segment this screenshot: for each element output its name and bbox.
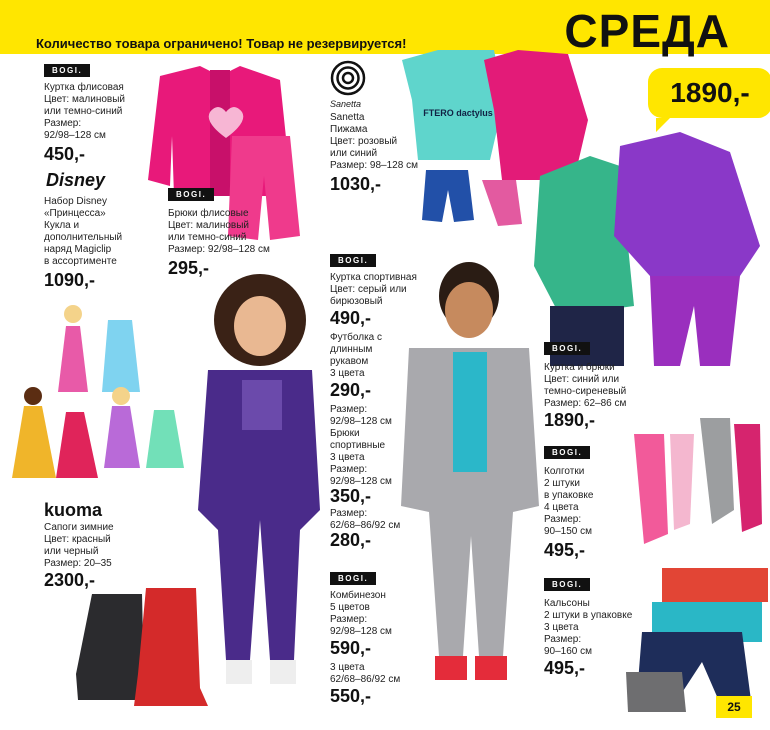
product-price: 550,- xyxy=(330,686,372,706)
product-price: 290,- xyxy=(330,380,372,400)
product-price: 350,- xyxy=(330,486,372,506)
brand-badge-bogi: BOGI. xyxy=(544,342,590,355)
product-price: 295,- xyxy=(168,258,210,278)
disney-logo: Disney xyxy=(46,170,106,190)
product-description: Комбинезон 5 цветов Размер: 92/98–128 см xyxy=(330,590,392,637)
kuoma-logo: kuoma xyxy=(44,500,103,520)
product-description: Колготки 2 штуки в упаковке 4 цвета Размер: 90–150 см xyxy=(544,466,594,537)
pajama-print-text: FTERO dactylus xyxy=(423,108,493,118)
sanetta-logo-text: Sanetta xyxy=(330,99,362,109)
product-description: Куртка флисовая Цвет: малиновый или темно-синий Размер: 92/98–128 см xyxy=(44,82,125,141)
winter-boots-photo xyxy=(72,584,212,714)
product-description: Размер: 62/68–86/92 см xyxy=(330,508,401,531)
product-description: Футболка с длинным рукавом 3 цвета xyxy=(330,332,383,379)
brand-badge-bogi: BOGI. xyxy=(544,578,590,591)
boy-sweatsuit-photo xyxy=(395,256,545,696)
product-description: Куртка и брюки Цвет: синий или темно-сиреневый Размер: 62–86 см xyxy=(544,362,627,409)
product-description: Брюки флисовые Цвет: малиновый или темно-синий Размер: 92/98–128 см xyxy=(168,208,270,255)
product-description: Sanetta Пижама Цвет: розовый или синий Размер: 98–128 см xyxy=(330,112,418,171)
product-price: 590,- xyxy=(330,638,372,658)
product-price: 1090,- xyxy=(44,270,96,290)
brand-badge-bogi: BOGI. xyxy=(330,572,376,585)
product-description: Сапоги зимние Цвет: красный или черный Размер: 20–35 xyxy=(44,522,114,569)
highlight-price-bubble: 1890,- xyxy=(648,68,770,118)
product-price: 495,- xyxy=(544,658,586,678)
product-price: 1890,- xyxy=(544,410,596,430)
product-price: 450,- xyxy=(44,144,86,164)
product-description: Кальсоны 2 штуки в упаковке 3 цвета Размер: 90–160 см xyxy=(544,598,633,657)
day-title: СРЕДА xyxy=(564,5,730,57)
product-price: 490,- xyxy=(330,308,372,328)
product-description: Набор Disney «Принцесса» Кукла и дополнительный наряд Magiclip в ассортименте xyxy=(44,196,123,267)
brand-badge-bogi: BOGI. xyxy=(44,64,90,77)
brand-badge-bogi: BOGI. xyxy=(168,188,214,201)
long-johns-photo xyxy=(622,562,770,712)
brand-badge-bogi: BOGI. xyxy=(330,254,376,267)
product-description: Размер: 92/98–128 см Брюки спортивные 3 цвета Размер: 92/98–128 см xyxy=(330,404,392,487)
product-description: 3 цвета 62/68–86/92 см xyxy=(330,662,401,685)
product-price: 495,- xyxy=(544,540,586,560)
product-price: 280,- xyxy=(330,530,372,550)
product-price: 1030,- xyxy=(330,174,382,194)
tights-photo xyxy=(624,414,770,554)
product-description: Куртка спортивная Цвет: серый или бирюзовый xyxy=(330,272,417,307)
header-notice: Количество товара ограничено! Товар не резервируется! xyxy=(36,36,407,51)
brand-badge-bogi: BOGI. xyxy=(544,446,590,459)
page-number: 25 xyxy=(716,696,752,718)
product-price: 2300,- xyxy=(44,570,96,590)
princess-dolls-photo xyxy=(8,296,188,482)
sanetta-logo-icon xyxy=(330,60,366,96)
